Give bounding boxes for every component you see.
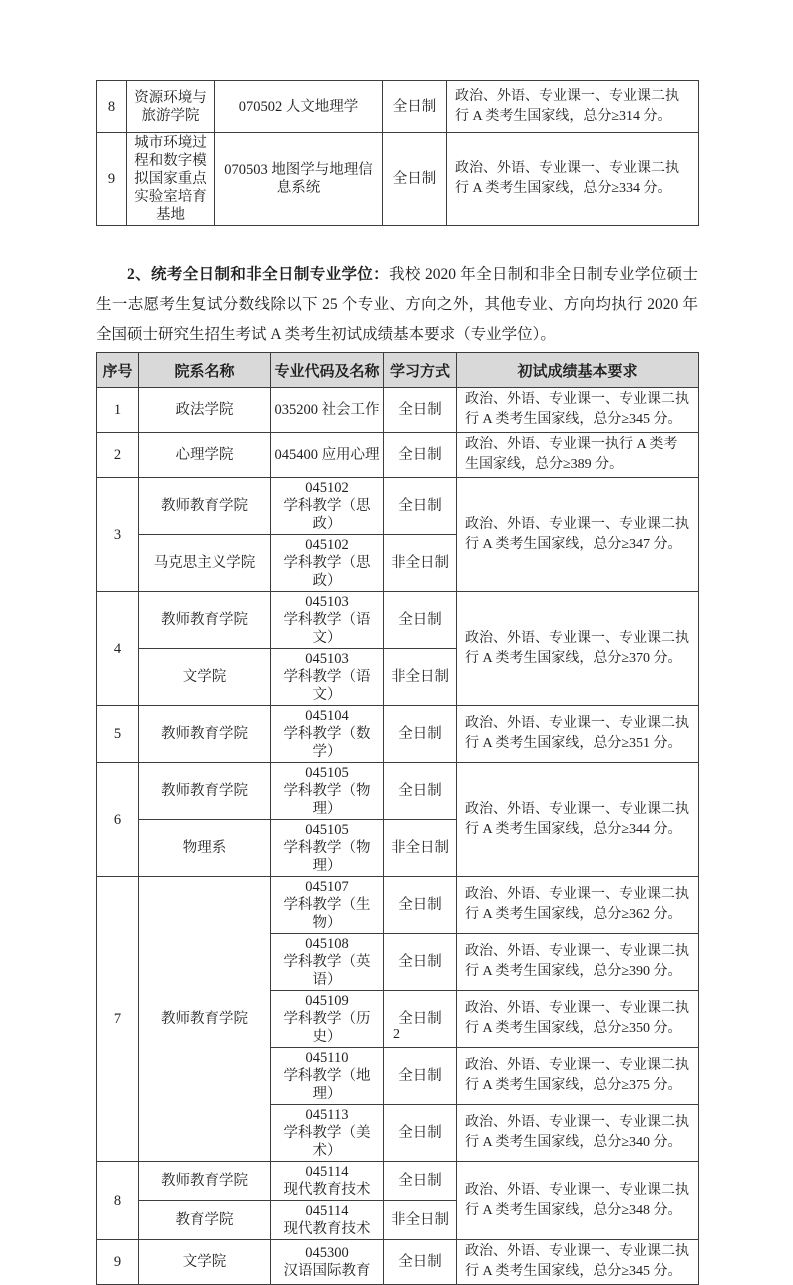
cell-major	[271, 478, 384, 535]
cell-requirement: 政治、外语、专业课一、专业课二执行 A 类考生国家线，总分≥370 分。	[457, 592, 699, 706]
cell-requirement: 政治、外语、专业课一、专业课二执行 A 类考生国家线，总分≥344 分。	[457, 763, 699, 877]
cell-college: 文学院	[139, 649, 271, 706]
cell-requirement: 政治、外语、专业课一、专业课二执行 A 类考生国家线，总分≥347 分。	[457, 478, 699, 592]
col-header-mode: 学习方式	[384, 353, 457, 388]
cell-major: 070503 地图学与地理信息系统	[215, 133, 383, 226]
cell-no: 3	[97, 478, 139, 592]
major-code: 045108	[305, 936, 349, 952]
cell-major	[271, 592, 384, 649]
major-code: 045114	[305, 1203, 349, 1219]
cell-mode: 非全日制	[384, 535, 457, 592]
section-paragraph	[96, 260, 698, 350]
cell-requirement: 政治、外语、专业课一、专业课二执行 A 类考生国家线，总分≥362 分。	[457, 877, 699, 934]
major-name: 学科教学（数学）	[283, 726, 371, 760]
major-name: 学科教学（生物）	[283, 897, 371, 931]
col-header-no: 序号	[97, 353, 139, 388]
table-header-row	[97, 353, 699, 388]
table-row	[97, 1240, 699, 1285]
cell-mode: 全日制	[384, 706, 457, 763]
major-code: 045107	[305, 879, 349, 895]
major-code: 045114	[305, 1164, 349, 1180]
table-row	[97, 81, 699, 133]
cell-no: 8	[97, 1162, 139, 1240]
cell-major	[271, 1162, 384, 1201]
page-number: 2	[393, 1027, 400, 1042]
cell-no: 7	[97, 877, 139, 1162]
major-code: 045103	[305, 651, 349, 667]
major-code: 045110	[305, 1050, 349, 1066]
cell-major	[271, 934, 384, 991]
cell-mode: 全日制	[384, 388, 457, 433]
major-code: 045103	[305, 594, 349, 610]
table-row	[97, 763, 699, 820]
cell-requirement: 政治、外语、专业课一、专业课二执行 A 类考生国家线，总分≥340 分。	[457, 1105, 699, 1162]
cell-no: 5	[97, 706, 139, 763]
major-code: 045109	[305, 993, 349, 1009]
cell-college: 教师教育学院	[139, 877, 271, 1162]
cell-no: 9	[97, 133, 127, 226]
cell-mode: 全日制	[384, 1048, 457, 1105]
cell-no: 1	[97, 388, 139, 433]
cell-mode: 全日制	[384, 1240, 457, 1285]
paragraph-lead: 2、统考全日制和非全日制专业学位：	[127, 266, 390, 283]
table-row	[97, 877, 699, 934]
cell-mode: 非全日制	[384, 820, 457, 877]
table-row	[97, 592, 699, 649]
cell-college: 物理系	[139, 820, 271, 877]
major-name: 学科教学（物理）	[283, 783, 371, 817]
cell-major	[271, 877, 384, 934]
cell-requirement: 政治、外语、专业课一、专业课二执行 A 类考生国家线，总分≥350 分。	[457, 991, 699, 1048]
major-name: 学科教学（历史）	[283, 1011, 371, 1045]
cell-college: 教师教育学院	[139, 1162, 271, 1201]
cell-no: 4	[97, 592, 139, 706]
cell-college: 政法学院	[139, 388, 271, 433]
cell-mode: 全日制	[383, 81, 447, 133]
cell-college: 马克思主义学院	[139, 535, 271, 592]
major-name: 学科教学（物理）	[283, 840, 371, 874]
major-code: 045102	[305, 480, 349, 496]
major-code: 045104	[305, 708, 349, 724]
major-name: 学科教学（思政）	[283, 498, 371, 532]
top-table	[96, 80, 699, 226]
cell-requirement: 政治、外语、专业课一、专业课二执行 A 类考生国家线，总分≥345 分。	[457, 1240, 699, 1285]
cell-mode: 非全日制	[384, 649, 457, 706]
cell-mode: 全日制	[384, 991, 457, 1048]
cell-major	[271, 1048, 384, 1105]
major-name: 现代教育技术	[283, 1182, 371, 1198]
cell-major: 035200 社会工作	[271, 388, 384, 433]
cell-major	[271, 820, 384, 877]
page-content	[96, 80, 698, 1285]
major-name: 学科教学（英语）	[283, 954, 371, 988]
cell-mode: 全日制	[384, 592, 457, 649]
cell-requirement: 政治、外语、专业课一、专业课二执行 A 类考生国家线，总分≥348 分。	[457, 1162, 699, 1240]
col-header-requirement: 初试成绩基本要求	[457, 353, 699, 388]
cell-requirement: 政治、外语、专业课一、专业课二执行 A 类考生国家线，总分≥375 分。	[457, 1048, 699, 1105]
cell-mode: 全日制	[384, 478, 457, 535]
major-name: 学科教学（语文）	[283, 669, 371, 703]
major-name: 学科教学（思政）	[283, 555, 371, 589]
cell-no: 6	[97, 763, 139, 877]
cell-requirement: 政治、外语、专业课一、专业课二执行 A 类考生国家线，总分≥345 分。	[457, 388, 699, 433]
cell-major	[271, 1240, 384, 1285]
cell-mode: 全日制	[384, 763, 457, 820]
cell-college: 资源环境与旅游学院	[127, 81, 215, 133]
cell-college: 教育学院	[139, 1201, 271, 1240]
col-header-major: 专业代码及名称	[271, 353, 384, 388]
major-name: 学科教学（语文）	[283, 612, 371, 646]
cell-mode: 全日制	[384, 1105, 457, 1162]
cell-major: 045400 应用心理	[271, 433, 384, 478]
major-code: 045105	[305, 765, 349, 781]
table-row	[97, 1162, 699, 1201]
cell-college: 教师教育学院	[139, 763, 271, 820]
cell-college: 教师教育学院	[139, 706, 271, 763]
cell-major	[271, 535, 384, 592]
cell-major	[271, 706, 384, 763]
cell-requirement: 政治、外语、专业课一执行 A 类考生国家线，总分≥389 分。	[457, 433, 699, 478]
cell-mode: 全日制	[384, 433, 457, 478]
cell-college: 心理学院	[139, 433, 271, 478]
cell-requirement: 政治、外语、专业课一、专业课二执行 A 类考生国家线，总分≥390 分。	[457, 934, 699, 991]
cell-college: 教师教育学院	[139, 478, 271, 535]
cell-college: 城市环境过程和数字模拟国家重点实验室培育基地	[127, 133, 215, 226]
cell-major	[271, 1105, 384, 1162]
cell-no: 2	[97, 433, 139, 478]
paragraph-body: 我校 2020 年全日制和非全日制专业学位硕士生一志愿考生复试分数线除以下 25 个专业、方向之外，其他专业、方向均执行 2020 年全国硕士研究生招生考试 A 类考生初试成绩基本要求（专业学位）。	[96, 266, 698, 343]
cell-requirement: 政治、外语、专业课一、专业课二执行 A 类考生国家线，总分≥314 分。	[447, 81, 699, 133]
major-code: 045300	[305, 1245, 349, 1261]
major-code: 045113	[305, 1107, 349, 1123]
table-row	[97, 133, 699, 226]
table-row	[97, 433, 699, 478]
main-table	[96, 352, 699, 1285]
cell-mode: 全日制	[384, 1162, 457, 1201]
cell-no: 9	[97, 1240, 139, 1285]
major-code: 045105	[305, 822, 349, 838]
major-name: 学科教学（地理）	[283, 1068, 371, 1102]
major-name: 汉语国际教育	[283, 1263, 371, 1279]
table-row	[97, 706, 699, 763]
cell-mode: 全日制	[383, 133, 447, 226]
cell-college: 文学院	[139, 1240, 271, 1285]
cell-major: 070502 人文地理学	[215, 81, 383, 133]
major-name: 学科教学（美术）	[283, 1125, 371, 1159]
cell-mode: 全日制	[384, 877, 457, 934]
cell-major	[271, 1201, 384, 1240]
cell-mode: 非全日制	[384, 1201, 457, 1240]
major-code: 045102	[305, 537, 349, 553]
col-header-college: 院系名称	[139, 353, 271, 388]
cell-no: 8	[97, 81, 127, 133]
cell-college: 教师教育学院	[139, 592, 271, 649]
cell-mode: 全日制	[384, 934, 457, 991]
cell-major	[271, 649, 384, 706]
cell-major	[271, 763, 384, 820]
table-row	[97, 388, 699, 433]
cell-requirement: 政治、外语、专业课一、专业课二执行 A 类考生国家线，总分≥334 分。	[447, 133, 699, 226]
major-name: 现代教育技术	[283, 1221, 371, 1237]
table-row	[97, 478, 699, 535]
cell-requirement: 政治、外语、专业课一、专业课二执行 A 类考生国家线，总分≥351 分。	[457, 706, 699, 763]
